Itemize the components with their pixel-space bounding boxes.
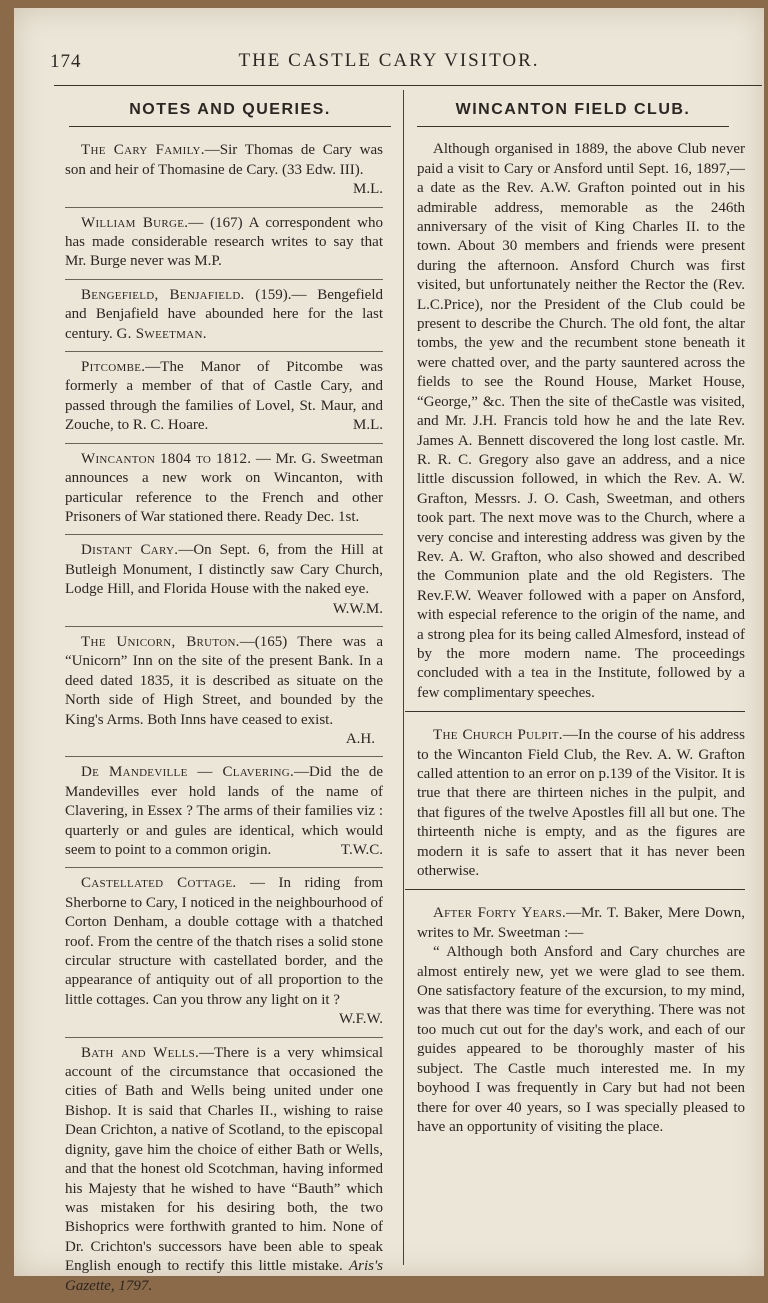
note-title: The Unicorn, Bruton. <box>81 633 240 650</box>
note-title: Bath and Wells. <box>81 1044 200 1061</box>
note-text: —Sir Thomas de Cary was son and heir of Thomasine de Cary. (33 Edw. III). <box>65 142 383 178</box>
note-cary-family <box>65 127 383 207</box>
note-text: —Did the de Mandevilles ever hold lands of the name of Clavering, in Essex ? The arms of their families viz : quarterly or and gules are identical, which would seem to point to a common origin. <box>65 764 383 858</box>
note-title: After Forty Years. <box>433 905 566 922</box>
note-unicorn-bruton <box>65 627 383 757</box>
note-text: —Mr. T. Baker, Mere Down, writes to Mr. Sweetman :— <box>417 905 745 941</box>
note-text: —The Manor of Pitcombe was formerly a member of that of Castle Cary, and passed through the families of Lovel, St. Maur, and Zouche, to R. C. Hoare. <box>65 359 383 434</box>
note-title: De Mandeville — Clavering. <box>81 764 295 781</box>
note-bengefield <box>65 280 383 352</box>
note-text: — (167) A correspondent who has made considerable research writes to say that Mr. Burge never was M.P. <box>65 214 383 270</box>
header-rule <box>54 85 762 86</box>
left-column <box>51 90 391 1303</box>
note-text: —(165) There was a “Unicorn” Inn on the site of the present Bank. In a deed dated 1835, it is described as situate on the North side of High Street, and bounded by the King's Arms. Both Inns have ceased to exist. <box>65 633 383 728</box>
note-bath-and-wells <box>65 1038 383 1303</box>
note-text: — Mr. G. Sweetman announces a new work on Wincanton, with particular reference to the French and other Prisoners of War stationed there. Ready Dec. 1st. <box>65 450 383 525</box>
note-title: The Cary Family. <box>81 142 205 159</box>
note-title: The Church Pulpit. <box>433 727 563 744</box>
notes-and-queries-heading: NOTES AND QUERIES. <box>69 90 391 127</box>
note-text: (159).— Bengefield and Benjafield have abounded here for the last century. <box>65 286 383 342</box>
right-column <box>403 90 763 1137</box>
note-signature: M.L. <box>353 417 383 434</box>
note-text: —There is a very whimsical account of the circumstance that occasioned the cities of Bath and Wells being united under one Bishop. It is said that Charles II., wishing to raise Dean Crichton, a native of Scotland, to the episcopal dignity, gave him the choice of either Bath or Wells, and that the honest old Scotchman, having informed his Majesty that he wished to have “Bauth” which was mistaken for his desiring both, the two Bishoprics were forthwith granted to him. None of Dr. Crichton's successors have been able to speak English enough to rectify this little mistake. <box>65 1044 383 1275</box>
note-signature: M.L. <box>353 181 383 198</box>
note-title: Wincanton 1804 to 1812. <box>81 450 252 467</box>
field-club-article <box>417 127 745 703</box>
field-club-text: Although organised in 1889, the above Club never paid a visit to Cary or Ansford until Sept. 16, 1897,—a date as the Rev. A.W. Grafton pointed out in his admirable address, memorable as the 246th anniversary of the visit of King Charles II. to the town. About 30 members and friends were present during the afternoon. Ansford Church was first visited, but unfortunately neither the Rector the (Rev. L.C.Price), nor the President of the Club could be present to describe the Church. The old font, the altar tombs, the yew and the recumbent stone beneath it were chatted over, and the party sauntered across the fields to see the Round House, Market House, “George,” &c. Then the site of theCastle was visited, and Mr. J.H. Francis told how he and the late Rev. James A. Bennett discovered the long lost castle. Mr. R. R. C. Gregory also gave an address, and a nice little discussion followed, in which the Rev. A. W. Grafton, Messrs. J. O. Cash, Sweetman, and others took part. The next move was to the Church, where a very concise and interesting address was given by the Rev. A. W. Grafton, who also showed and described the Communion plate and the old Registers. The Rev.F.W. Weaver followed with a paper on Ansford, with especial reference to the origin of the name, and a strong plea for its being called Almesford, instead of by the more modern name. The proceedings concluded with a tea in the Institute, followed by a few complimentary speeches. <box>417 141 745 701</box>
note-wincanton-1804 <box>65 444 383 536</box>
note-signature: T.W.C. <box>340 842 383 858</box>
note-signature: W.W.M. <box>332 600 383 617</box>
note-text: —In the course of his address to the Wincanton Field Club, the Rev. A. W. Grafton called attention to an error on p.139 of the Visitor. It is true that there are thirteen niches in the pulpit, and that figures of the twelve Apostles fill all but one. The thirteenth niche is empty, and as the figures are modern it is safe to assert that it has never been otherwise. <box>417 727 745 880</box>
note-de-mandeville <box>65 757 383 868</box>
after-forty-years-note <box>417 890 745 1137</box>
running-title: THE CASTLE CARY VISITOR. <box>238 50 540 71</box>
note-signature: W.F.W. <box>339 1011 383 1028</box>
note-text: —On Sept. 6, from the Hill at Butleigh Monument, I distinctly saw Cary Church, Lodge Hill, and Florida House with the naked eye. <box>65 542 383 598</box>
note-source: Aris's Gazette, 1797. <box>65 1258 384 1294</box>
note-signature: G. Sweetman. <box>116 325 207 342</box>
note-distant-cary <box>65 535 383 627</box>
note-title: Bengefield, Benjafield. <box>81 286 245 303</box>
letter-quote: “ Although both Ansford and Cary churches are almost entirely new, yet we were glad to see them. One satisfactory feature of the excursion, to my mind, was that there was time for everything. There was not too much cut out for the day's work, and each of our guides appeared to be thoroughly master of his subject. The Castle much interested me. In my boyhood I was frequently in Cary but had not been there for over 40 years, so I was specially pleased to have an opportunity of visiting the place. <box>417 944 745 1135</box>
note-title: Castellated Cottage. <box>81 875 237 892</box>
wincanton-field-club-heading: WINCANTON FIELD CLUB. <box>417 90 729 127</box>
note-title: Pitcombe. <box>81 359 146 376</box>
page-number: 174 <box>50 51 82 72</box>
note-william-burge <box>65 208 383 280</box>
note-signature: A.H. <box>345 730 375 747</box>
note-castellated-cottage <box>65 868 383 1037</box>
note-pitcombe <box>65 352 383 444</box>
church-pulpit-note <box>417 712 745 881</box>
note-text: — In riding from Sherborne to Cary, I noticed in the neighbourhood of Corton Denham, a double cottage with a thatched roof. From the centre of the thatch rises a solid stone circular structure with castellated border, and the appearance of antiquity out of all proportion to the little cottages. Can you throw any light on it ? <box>65 875 383 1008</box>
note-title: Distant Cary. <box>81 542 179 559</box>
book-page <box>14 8 764 1294</box>
note-title: William Burge. <box>81 214 189 231</box>
